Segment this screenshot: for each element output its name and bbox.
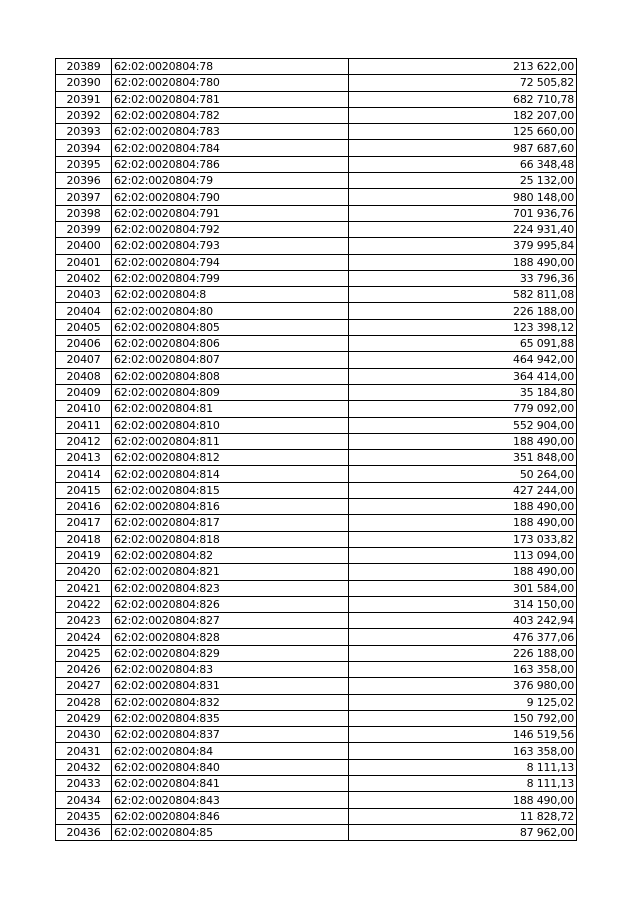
cadastral-value-cell: 173 033,82 bbox=[349, 531, 577, 547]
cadastral-number-cell: 62:02:0020804:782 bbox=[112, 107, 349, 123]
cadastral-number-cell: 62:02:0020804:780 bbox=[112, 75, 349, 91]
table-row bbox=[56, 547, 577, 563]
table-row bbox=[56, 303, 577, 319]
table-row bbox=[56, 221, 577, 237]
table-row bbox=[56, 499, 577, 515]
row-number-cell: 20418 bbox=[56, 531, 112, 547]
cadastral-value-cell: 33 796,36 bbox=[349, 270, 577, 286]
cadastral-number-cell: 62:02:0020804:811 bbox=[112, 433, 349, 449]
table-row bbox=[56, 156, 577, 172]
cadastral-value-table bbox=[55, 58, 577, 841]
cadastral-value-cell: 66 348,48 bbox=[349, 156, 577, 172]
cadastral-number-cell: 62:02:0020804:784 bbox=[112, 140, 349, 156]
cadastral-value-cell: 125 660,00 bbox=[349, 124, 577, 140]
table-row bbox=[56, 140, 577, 156]
table-row bbox=[56, 645, 577, 661]
cadastral-value-cell: 146 519,56 bbox=[349, 727, 577, 743]
cadastral-number-cell: 62:02:0020804:78 bbox=[112, 59, 349, 75]
cadastral-value-cell: 188 490,00 bbox=[349, 564, 577, 580]
cadastral-value-cell: 9 125,02 bbox=[349, 694, 577, 710]
table-row bbox=[56, 91, 577, 107]
table-row bbox=[56, 678, 577, 694]
cadastral-number-cell: 62:02:0020804:814 bbox=[112, 466, 349, 482]
cadastral-number-cell: 62:02:0020804:8 bbox=[112, 287, 349, 303]
table-row bbox=[56, 433, 577, 449]
row-number-cell: 20424 bbox=[56, 629, 112, 645]
row-number-cell: 20404 bbox=[56, 303, 112, 319]
row-number-cell: 20425 bbox=[56, 645, 112, 661]
cadastral-value-cell: 701 936,76 bbox=[349, 205, 577, 221]
row-number-cell: 20432 bbox=[56, 759, 112, 775]
table-row bbox=[56, 173, 577, 189]
row-number-cell: 20426 bbox=[56, 661, 112, 677]
table-row bbox=[56, 727, 577, 743]
row-number-cell: 20408 bbox=[56, 368, 112, 384]
table-row bbox=[56, 124, 577, 140]
cadastral-value-cell: 188 490,00 bbox=[349, 433, 577, 449]
row-number-cell: 20434 bbox=[56, 792, 112, 808]
cadastral-value-cell: 65 091,88 bbox=[349, 336, 577, 352]
cadastral-number-cell: 62:02:0020804:818 bbox=[112, 531, 349, 547]
table-row bbox=[56, 776, 577, 792]
cadastral-value-cell: 87 962,00 bbox=[349, 824, 577, 840]
row-number-cell: 20422 bbox=[56, 596, 112, 612]
cadastral-value-cell: 351 848,00 bbox=[349, 450, 577, 466]
cadastral-number-cell: 62:02:0020804:815 bbox=[112, 482, 349, 498]
table-row bbox=[56, 287, 577, 303]
table-row bbox=[56, 336, 577, 352]
cadastral-number-cell: 62:02:0020804:786 bbox=[112, 156, 349, 172]
row-number-cell: 20400 bbox=[56, 238, 112, 254]
row-number-cell: 20430 bbox=[56, 727, 112, 743]
table-row bbox=[56, 580, 577, 596]
row-number-cell: 20410 bbox=[56, 401, 112, 417]
row-number-cell: 20412 bbox=[56, 433, 112, 449]
cadastral-number-cell: 62:02:0020804:826 bbox=[112, 596, 349, 612]
cadastral-number-cell: 62:02:0020804:809 bbox=[112, 384, 349, 400]
row-number-cell: 20389 bbox=[56, 59, 112, 75]
cadastral-value-cell: 8 111,13 bbox=[349, 759, 577, 775]
cadastral-value-cell: 364 414,00 bbox=[349, 368, 577, 384]
row-number-cell: 20402 bbox=[56, 270, 112, 286]
table-row bbox=[56, 254, 577, 270]
row-number-cell: 20394 bbox=[56, 140, 112, 156]
cadastral-value-cell: 163 358,00 bbox=[349, 661, 577, 677]
cadastral-number-cell: 62:02:0020804:827 bbox=[112, 613, 349, 629]
cadastral-number-cell: 62:02:0020804:81 bbox=[112, 401, 349, 417]
row-number-cell: 20406 bbox=[56, 336, 112, 352]
table-row bbox=[56, 596, 577, 612]
cadastral-value-cell: 582 811,08 bbox=[349, 287, 577, 303]
row-number-cell: 20403 bbox=[56, 287, 112, 303]
table-row bbox=[56, 384, 577, 400]
cadastral-value-cell: 150 792,00 bbox=[349, 710, 577, 726]
cadastral-value-cell: 188 490,00 bbox=[349, 515, 577, 531]
table-row bbox=[56, 482, 577, 498]
cadastral-value-cell: 188 490,00 bbox=[349, 254, 577, 270]
cadastral-value-cell: 188 490,00 bbox=[349, 792, 577, 808]
table-row bbox=[56, 792, 577, 808]
cadastral-number-cell: 62:02:0020804:791 bbox=[112, 205, 349, 221]
cadastral-value-cell: 213 622,00 bbox=[349, 59, 577, 75]
cadastral-value-cell: 779 092,00 bbox=[349, 401, 577, 417]
cadastral-number-cell: 62:02:0020804:843 bbox=[112, 792, 349, 808]
cadastral-value-cell: 224 931,40 bbox=[349, 221, 577, 237]
row-number-cell: 20436 bbox=[56, 824, 112, 840]
cadastral-value-cell: 8 111,13 bbox=[349, 776, 577, 792]
cadastral-number-cell: 62:02:0020804:79 bbox=[112, 173, 349, 189]
table-row bbox=[56, 75, 577, 91]
cadastral-number-cell: 62:02:0020804:823 bbox=[112, 580, 349, 596]
table-row bbox=[56, 205, 577, 221]
row-number-cell: 20433 bbox=[56, 776, 112, 792]
row-number-cell: 20407 bbox=[56, 352, 112, 368]
table-row bbox=[56, 368, 577, 384]
table-row bbox=[56, 710, 577, 726]
row-number-cell: 20427 bbox=[56, 678, 112, 694]
cadastral-number-cell: 62:02:0020804:85 bbox=[112, 824, 349, 840]
row-number-cell: 20414 bbox=[56, 466, 112, 482]
cadastral-value-cell: 376 980,00 bbox=[349, 678, 577, 694]
cadastral-value-cell: 980 148,00 bbox=[349, 189, 577, 205]
cadastral-number-cell: 62:02:0020804:841 bbox=[112, 776, 349, 792]
cadastral-value-cell: 476 377,06 bbox=[349, 629, 577, 645]
cadastral-number-cell: 62:02:0020804:831 bbox=[112, 678, 349, 694]
cadastral-number-cell: 62:02:0020804:790 bbox=[112, 189, 349, 205]
table-row bbox=[56, 270, 577, 286]
cadastral-value-cell: 188 490,00 bbox=[349, 499, 577, 515]
cadastral-value-cell: 226 188,00 bbox=[349, 645, 577, 661]
table-row bbox=[56, 759, 577, 775]
cadastral-number-cell: 62:02:0020804:816 bbox=[112, 499, 349, 515]
cadastral-value-cell: 35 184,80 bbox=[349, 384, 577, 400]
table-row bbox=[56, 629, 577, 645]
cadastral-value-cell: 314 150,00 bbox=[349, 596, 577, 612]
table-row bbox=[56, 319, 577, 335]
cadastral-value-cell: 113 094,00 bbox=[349, 547, 577, 563]
cadastral-number-cell: 62:02:0020804:807 bbox=[112, 352, 349, 368]
cadastral-value-cell: 682 710,78 bbox=[349, 91, 577, 107]
cadastral-value-cell: 301 584,00 bbox=[349, 580, 577, 596]
row-number-cell: 20398 bbox=[56, 205, 112, 221]
row-number-cell: 20411 bbox=[56, 417, 112, 433]
cadastral-value-cell: 11 828,72 bbox=[349, 808, 577, 824]
cadastral-number-cell: 62:02:0020804:837 bbox=[112, 727, 349, 743]
cadastral-value-cell: 226 188,00 bbox=[349, 303, 577, 319]
row-number-cell: 20395 bbox=[56, 156, 112, 172]
row-number-cell: 20390 bbox=[56, 75, 112, 91]
cadastral-value-cell: 72 505,82 bbox=[349, 75, 577, 91]
cadastral-number-cell: 62:02:0020804:806 bbox=[112, 336, 349, 352]
cadastral-value-cell: 163 358,00 bbox=[349, 743, 577, 759]
cadastral-value-cell: 403 242,94 bbox=[349, 613, 577, 629]
cadastral-number-cell: 62:02:0020804:792 bbox=[112, 221, 349, 237]
row-number-cell: 20401 bbox=[56, 254, 112, 270]
cadastral-number-cell: 62:02:0020804:810 bbox=[112, 417, 349, 433]
table-row bbox=[56, 417, 577, 433]
row-number-cell: 20435 bbox=[56, 808, 112, 824]
row-number-cell: 20409 bbox=[56, 384, 112, 400]
cadastral-number-cell: 62:02:0020804:835 bbox=[112, 710, 349, 726]
table-row bbox=[56, 531, 577, 547]
table-row bbox=[56, 564, 577, 580]
cadastral-number-cell: 62:02:0020804:799 bbox=[112, 270, 349, 286]
table-row bbox=[56, 743, 577, 759]
cadastral-number-cell: 62:02:0020804:821 bbox=[112, 564, 349, 580]
table-row bbox=[56, 238, 577, 254]
row-number-cell: 20391 bbox=[56, 91, 112, 107]
cadastral-number-cell: 62:02:0020804:840 bbox=[112, 759, 349, 775]
cadastral-number-cell: 62:02:0020804:832 bbox=[112, 694, 349, 710]
cadastral-value-cell: 25 132,00 bbox=[349, 173, 577, 189]
table-row bbox=[56, 515, 577, 531]
table-row bbox=[56, 808, 577, 824]
row-number-cell: 20417 bbox=[56, 515, 112, 531]
table-row bbox=[56, 661, 577, 677]
row-number-cell: 20423 bbox=[56, 613, 112, 629]
table-body bbox=[56, 59, 577, 841]
cadastral-number-cell: 62:02:0020804:846 bbox=[112, 808, 349, 824]
table-row bbox=[56, 107, 577, 123]
table-row bbox=[56, 450, 577, 466]
cadastral-number-cell: 62:02:0020804:781 bbox=[112, 91, 349, 107]
row-number-cell: 20416 bbox=[56, 499, 112, 515]
cadastral-number-cell: 62:02:0020804:80 bbox=[112, 303, 349, 319]
table-row bbox=[56, 613, 577, 629]
row-number-cell: 20413 bbox=[56, 450, 112, 466]
row-number-cell: 20392 bbox=[56, 107, 112, 123]
row-number-cell: 20396 bbox=[56, 173, 112, 189]
cadastral-number-cell: 62:02:0020804:83 bbox=[112, 661, 349, 677]
row-number-cell: 20420 bbox=[56, 564, 112, 580]
cadastral-number-cell: 62:02:0020804:828 bbox=[112, 629, 349, 645]
cadastral-value-cell: 50 264,00 bbox=[349, 466, 577, 482]
cadastral-number-cell: 62:02:0020804:812 bbox=[112, 450, 349, 466]
table-row bbox=[56, 694, 577, 710]
row-number-cell: 20415 bbox=[56, 482, 112, 498]
row-number-cell: 20421 bbox=[56, 580, 112, 596]
cadastral-number-cell: 62:02:0020804:808 bbox=[112, 368, 349, 384]
row-number-cell: 20393 bbox=[56, 124, 112, 140]
row-number-cell: 20397 bbox=[56, 189, 112, 205]
cadastral-number-cell: 62:02:0020804:783 bbox=[112, 124, 349, 140]
cadastral-value-cell: 552 904,00 bbox=[349, 417, 577, 433]
cadastral-value-cell: 123 398,12 bbox=[349, 319, 577, 335]
cadastral-value-cell: 464 942,00 bbox=[349, 352, 577, 368]
row-number-cell: 20431 bbox=[56, 743, 112, 759]
table-row bbox=[56, 352, 577, 368]
cadastral-value-cell: 379 995,84 bbox=[349, 238, 577, 254]
cadastral-value-cell: 427 244,00 bbox=[349, 482, 577, 498]
cadastral-number-cell: 62:02:0020804:793 bbox=[112, 238, 349, 254]
cadastral-number-cell: 62:02:0020804:794 bbox=[112, 254, 349, 270]
table-row bbox=[56, 59, 577, 75]
row-number-cell: 20399 bbox=[56, 221, 112, 237]
cadastral-number-cell: 62:02:0020804:84 bbox=[112, 743, 349, 759]
cadastral-number-cell: 62:02:0020804:817 bbox=[112, 515, 349, 531]
cadastral-value-cell: 182 207,00 bbox=[349, 107, 577, 123]
cadastral-number-cell: 62:02:0020804:82 bbox=[112, 547, 349, 563]
cadastral-number-cell: 62:02:0020804:829 bbox=[112, 645, 349, 661]
table-row bbox=[56, 189, 577, 205]
table-row bbox=[56, 466, 577, 482]
row-number-cell: 20419 bbox=[56, 547, 112, 563]
table-row bbox=[56, 401, 577, 417]
row-number-cell: 20405 bbox=[56, 319, 112, 335]
row-number-cell: 20428 bbox=[56, 694, 112, 710]
cadastral-value-cell: 987 687,60 bbox=[349, 140, 577, 156]
row-number-cell: 20429 bbox=[56, 710, 112, 726]
table-row bbox=[56, 824, 577, 840]
cadastral-number-cell: 62:02:0020804:805 bbox=[112, 319, 349, 335]
